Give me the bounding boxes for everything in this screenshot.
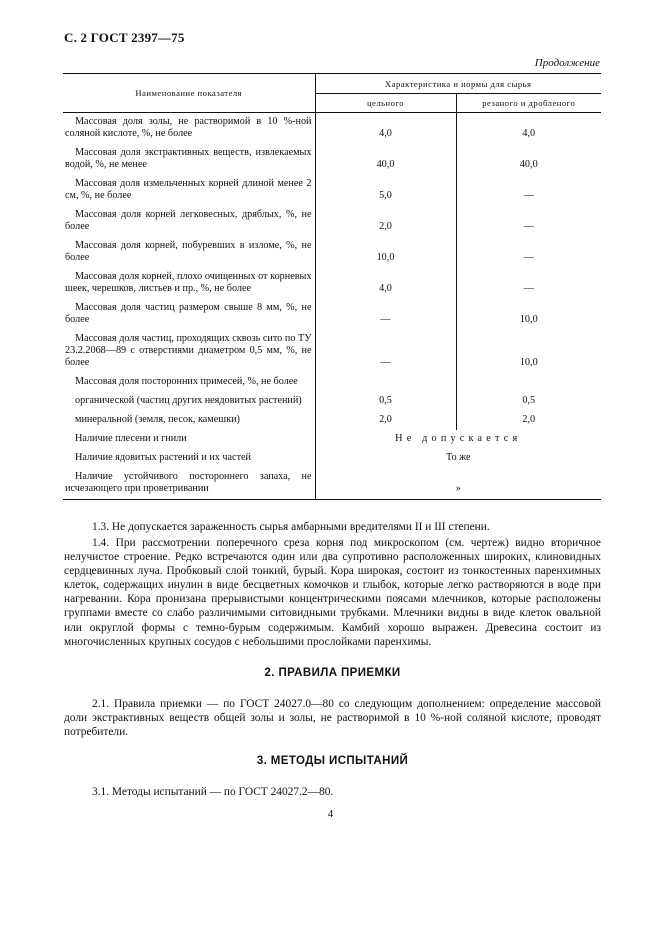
paragraph-1-3: 1.3. Не допускается зараженность сырья амбарными вредителями II и III степени. [92, 521, 490, 533]
section-3-title: 3. МЕТОДЫ ИСПЫТАНИЙ [256, 755, 409, 767]
table-row [63, 144, 601, 175]
row-value-cut: — [523, 221, 534, 232]
row-value-span: То же [445, 452, 471, 463]
row-value-cut: — [523, 252, 534, 263]
row-name: Наличие ядовитых растений и их частей [63, 449, 315, 468]
paragraph-3-1: 3.1. Методы испытаний — по ГОСТ 24027.2—80. [92, 786, 334, 798]
row-value-whole: 0,5 [315, 392, 456, 411]
row-value-cut [456, 373, 601, 392]
table-row [63, 175, 601, 206]
row-value-cut: 10,0 [519, 357, 538, 368]
page-number: 4 [327, 808, 334, 820]
row-value-whole [315, 373, 456, 392]
norms-table [63, 73, 601, 500]
paragraph-2-1: 2.1. Правила приемки — по ГОСТ 24027.0—80 со следующим дополнением: определение массовой доли экстрактивных веществ общей золы и золы, не растворимой в 10 %-ной соляной кислоте, проводят потребители. [64, 698, 601, 739]
row-value-whole: — [315, 299, 456, 330]
row-value-cut: — [523, 283, 534, 294]
col-header-cut: резаного и дробленого [456, 94, 601, 113]
row-name: Наличие плесени и гнили [63, 430, 315, 449]
row-value-cut: 40,0 [519, 159, 538, 170]
row-name: Массовая доля корней легковесных, дряблых, %, не более [63, 206, 315, 237]
row-name: органической (частиц других неядовитых растений) [63, 392, 315, 411]
table-row [63, 430, 601, 449]
table-row [63, 468, 601, 500]
table-row [63, 237, 601, 268]
row-value-span: » [315, 468, 601, 500]
row-name: Наличие устойчивого постороннего запаха, не исчезающего при проветривании [63, 468, 315, 500]
page-header: С. 2 ГОСТ 2397—75 [64, 30, 185, 45]
section-2-title: 2. ПРАВИЛА ПРИЕМКИ [264, 667, 401, 679]
col-header-whole: цельного [315, 94, 456, 113]
table-row [63, 392, 601, 411]
row-name: Массовая доля измельченных корней длиной менее 2 см, %, не более [63, 175, 315, 206]
table-row [63, 330, 601, 373]
col-header-name: Наименование показателя [63, 74, 315, 113]
table-row [63, 268, 601, 299]
table-row [63, 449, 601, 468]
row-name: Массовая доля корней, плохо очищенных от корневых шеек, черешков, листьев и пр., %, не более [63, 268, 315, 299]
col-header-group: Характеристика и нормы для сырья [315, 74, 601, 94]
row-value-whole: — [315, 330, 456, 373]
row-name: Массовая доля частиц размером свыше 8 мм, %, не более [63, 299, 315, 330]
row-value-whole: 4,0 [315, 268, 456, 299]
row-value-cut: 0,5 [522, 395, 536, 406]
row-name: Массовая доля посторонних примесей, %, не более [63, 373, 315, 392]
table-row [63, 206, 601, 237]
table-row [63, 113, 601, 145]
row-name: Массовая доля корней, побуревших в изломе, %, не более [63, 237, 315, 268]
row-value-span: Не допускается [395, 433, 522, 444]
table-row [63, 299, 601, 330]
row-name: Массовая доля экстрактивных веществ, извлекаемых водой, %, не менее [63, 144, 315, 175]
row-value-whole: 2,0 [315, 411, 456, 430]
paragraph-1-4: 1.4. При рассмотрении поперечного среза корня под микроскопом (см. чертеж) видно вторичное нелучистое строение. Редко встречаются один или два супротивно расположенных широких, клиновидных сердцевинных луча. Пробковый слой тонкий, бурый. Кора широкая, состоит из тонкостенных паренхимных клеток, содержащих инулин в виде бесцветных комочков и глыбок, которые легко растворяются в воде при нагревании. Кора пронизана прерывистыми концентрическими поясами млечников, которые расположены группами вместе со слабо различимыми ситовидными трубками. Млечники видны в виде клеток овальной или округлой формы с темно-бурым содержимым. Камбий хорошо выражен. Древесина состоит из многочисленных крупных сосудов с небольшими прослойками паренхимы. [64, 537, 601, 648]
table-row [63, 411, 601, 430]
row-value-cut: 4,0 [522, 128, 536, 139]
row-value-cut: 2,0 [522, 414, 536, 425]
row-name: минеральной (земля, песок, камешки) [63, 411, 315, 430]
table-row [63, 373, 601, 392]
row-name: Массовая доля частиц, проходящих сквозь сито по ТУ 23.2.2068—89 с отверстиями диаметром 0,5 мм, %, не более [63, 330, 315, 373]
continuation-label: Продолжение [534, 57, 600, 69]
row-value-whole: 4,0 [315, 113, 456, 145]
row-value-whole: 10,0 [315, 237, 456, 268]
row-value-cut: — [523, 190, 534, 201]
row-value-whole: 5,0 [315, 175, 456, 206]
row-value-cut: 10,0 [519, 314, 538, 325]
row-value-whole: 2,0 [315, 206, 456, 237]
row-value-whole: 40,0 [315, 144, 456, 175]
row-name: Массовая доля золы, не растворимой в 10 %-ной соляной кислоте, %, не более [63, 113, 315, 145]
